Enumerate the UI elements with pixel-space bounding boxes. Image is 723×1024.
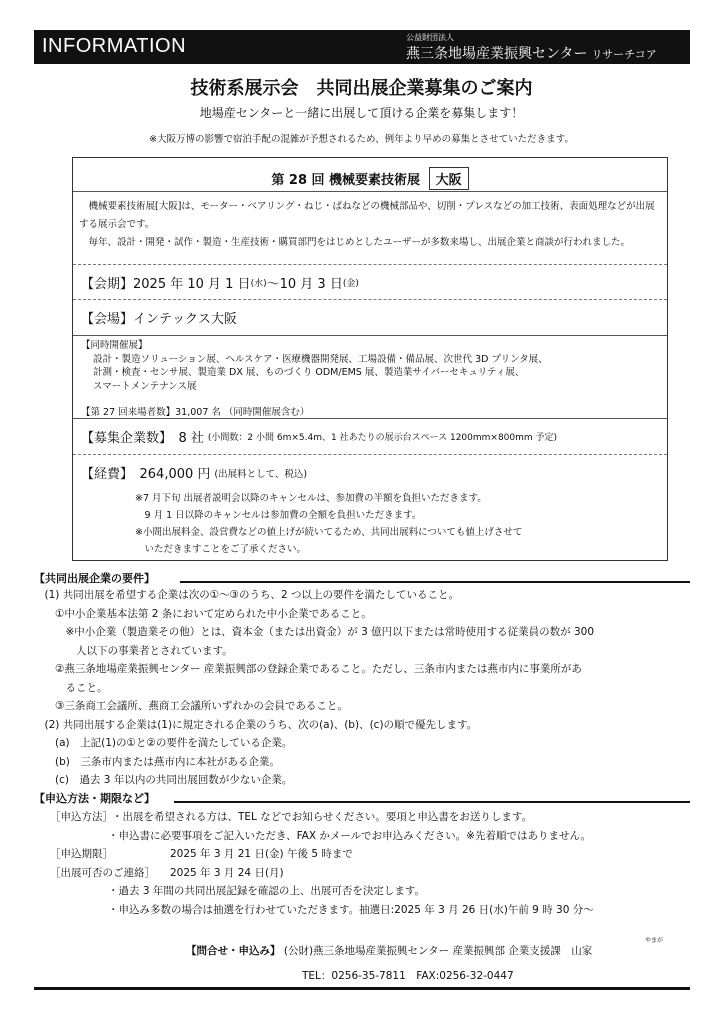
exhibition-description xyxy=(73,192,667,265)
contact-org: (公財)燕三条地場産業振興センター 産業振興部 企業支援課 山家 xyxy=(283,945,593,957)
note-row-2 xyxy=(50,901,700,920)
period-start: 2025 年 10 月 1 日 xyxy=(133,276,251,292)
method-row-2 xyxy=(50,827,700,846)
deadline-row xyxy=(50,845,700,864)
cancel-line-1: ※7 月下旬 出展者説明会以降のキャンセルは、参加費の半額を負担いただきます。 xyxy=(135,493,487,504)
list-item: ①中小企業基本法第 2 条において定められた中小企業であること。 xyxy=(34,607,372,620)
recruit-label: 【募集企業数】 8 社 xyxy=(81,431,204,446)
exhibition-title xyxy=(73,158,667,192)
list-item: ②燕三条地場産業振興センター 産業振興部の登録企業であること。ただし、三条市内または燕市内に事業所があ xyxy=(34,663,582,675)
result-row xyxy=(50,864,700,883)
org-name-text: 燕三条地場産業振興センター xyxy=(406,46,588,62)
period-end: 10 月 3 日 xyxy=(279,276,343,292)
org-type: 公益財団法人 xyxy=(406,33,454,42)
concurrent-label: 【同時開催展】 xyxy=(81,340,148,351)
fee-label: 【経費】 264,000 円 xyxy=(81,467,211,482)
list-item: (b) 三条市内または燕市内に本社がある企業。 xyxy=(34,755,280,768)
footer-rule xyxy=(34,987,690,990)
list-item: (a) 上記(1)の①と②の要件を満たしている企業。 xyxy=(34,737,293,749)
name-ruby: やまが xyxy=(645,937,664,944)
method-line-1: ・出展を希望される方は、TEL などでお知らせください。要項と申込書をお送りします。 xyxy=(112,811,533,823)
method-line-2: ・申込書に必要事項をご記入いただき、FAX かメールでお申込みください。※先着順ではありません。 xyxy=(108,829,592,842)
list-item: ※中小企業（製造業その他）とは、資本金（または出資金）が 3 億円以下または常時使用する従業員の数が 300 xyxy=(34,626,595,638)
early-notice: ※大阪万博の影響で宿泊手配の混雑が予想されるため、例年より早めの募集とさせていただきます。 xyxy=(149,134,574,145)
cancel-line-4: いただきますことをご了承ください。 xyxy=(135,544,307,555)
list-item: ること。 xyxy=(34,681,108,694)
cancel-policy xyxy=(73,490,667,558)
contact-phone: TEL：0256-35-7811 FAX:0256-32-0447 xyxy=(302,970,514,982)
recruit-note: (小間数：2 小間 6m×5.4m、1 社あたりの展示台スペース 1200mm×800mm 予定) xyxy=(207,433,558,443)
visitor-count: 【第 27 回来場者数】31,007 名 （同時開催展含む） xyxy=(73,402,667,419)
fee xyxy=(73,455,667,490)
list-item: (2) 共同出展する企業は(1)に規定される企業のうち、次の(a)、(b)、(c)の順で優先します。 xyxy=(34,718,478,731)
period-sep: ～ xyxy=(266,276,280,292)
period-end-day: (金) xyxy=(342,278,359,289)
list-item: ③三条商工会議所、燕商工会議所いずれかの会員であること。 xyxy=(34,700,348,712)
period-label: 【会期】 xyxy=(81,276,134,292)
deadline-value: 2025 年 3 月 21 日(金) 午後 5 時まで xyxy=(170,848,353,860)
fee-note: (出展料として、税込) xyxy=(214,468,308,480)
description-2: 毎年、設計・開発・試作・製造・生産技術・購買部門をはじめとしたユーザーが多数来場し、出展企業と商談が行われました。 xyxy=(88,237,631,248)
concurrent-line-2: 計測・検査・センサ展、製造業 DX 展、ものづくり ODM/EMS 展、製造業サイバーセキュリティ展、 xyxy=(93,367,525,378)
note-row-1 xyxy=(50,882,700,901)
list-item: 人以下の事業者とされています。 xyxy=(34,644,233,657)
result-value: 2025 年 3 月 24 日(月) xyxy=(170,866,284,879)
concurrent-shows xyxy=(73,336,667,402)
page-subtitle: 地場産センターと一緒に出展して頂ける企業を募集します！ xyxy=(199,106,524,120)
concurrent-line-3: スマートメンテナンス展 xyxy=(93,380,197,392)
requirements-heading: 【共同出展企業の要件】 xyxy=(34,572,155,585)
note-line-2: ・申込み多数の場合は抽選を行わせていただきます。抽選日:2025 年 3 月 26 日(水)午前 9 時 30 分～ xyxy=(108,903,594,916)
exhibition-name: 第 28 回 機械要素技術展 xyxy=(271,173,421,188)
note-line-1: ・過去 3 年間の共同出展記録を確認の上、出展可否を決定します。 xyxy=(108,885,426,897)
header-banner xyxy=(34,30,690,64)
cancel-line-3: ※小間出展料金、設営費などの値上げが続いてるため、共同出展料についても値上げさせて xyxy=(135,527,523,538)
recruit-count xyxy=(73,419,667,455)
application-section xyxy=(50,808,700,919)
exhibition-venue: 【会場】インテックス大阪 xyxy=(73,300,667,336)
page-title: 技術系展示会 共同出展企業募集のご案内 xyxy=(190,78,533,99)
location-badge: 大阪 xyxy=(429,167,469,190)
method-row xyxy=(50,808,700,827)
deadline-label: ［申込期限］ xyxy=(50,848,113,860)
exhibition-period xyxy=(73,265,667,300)
banner-title: INFORMATION xyxy=(42,35,187,57)
list-item: (1) 共同出展を希望する企業は次の①～③のうち、2 つ以上の要件を満たしていること。 xyxy=(34,589,460,601)
result-label: ［出展可否のご連絡］ xyxy=(50,866,155,879)
application-rule xyxy=(174,801,690,803)
contact-info xyxy=(186,943,592,958)
list-item: (c) 過去 3 年以内の共同出展回数が少ない企業。 xyxy=(34,774,293,786)
cancel-line-2: 9 月 1 日以降のキャンセルは参加費の全額を負担いただきます。 xyxy=(135,510,422,521)
org-subname: リサーチコア xyxy=(591,48,657,61)
method-label: ［申込方法］ xyxy=(50,811,113,823)
org-name xyxy=(406,43,657,63)
application-heading: 【申込方法・期限など】 xyxy=(34,792,155,805)
exhibition-box xyxy=(72,157,668,561)
concurrent-line-1: 設計・製造ソリューション展、ヘルスケア・医療機器開発展、工場設備・備品展、次世代 3D プリンタ展、 xyxy=(93,353,548,365)
contact-label: 【問合せ・申込み】 xyxy=(186,945,281,957)
requirements-rule xyxy=(180,581,690,583)
requirements-list xyxy=(34,586,694,790)
period-start-day: (水) xyxy=(250,278,267,289)
description-1: 機械要素技術展[大阪]は、モーター・ベアリング・ねじ・ばねなどの機械部品や、切削・プレスなどの加工技術、表面処理などが出展する展示会です。 xyxy=(79,201,655,230)
